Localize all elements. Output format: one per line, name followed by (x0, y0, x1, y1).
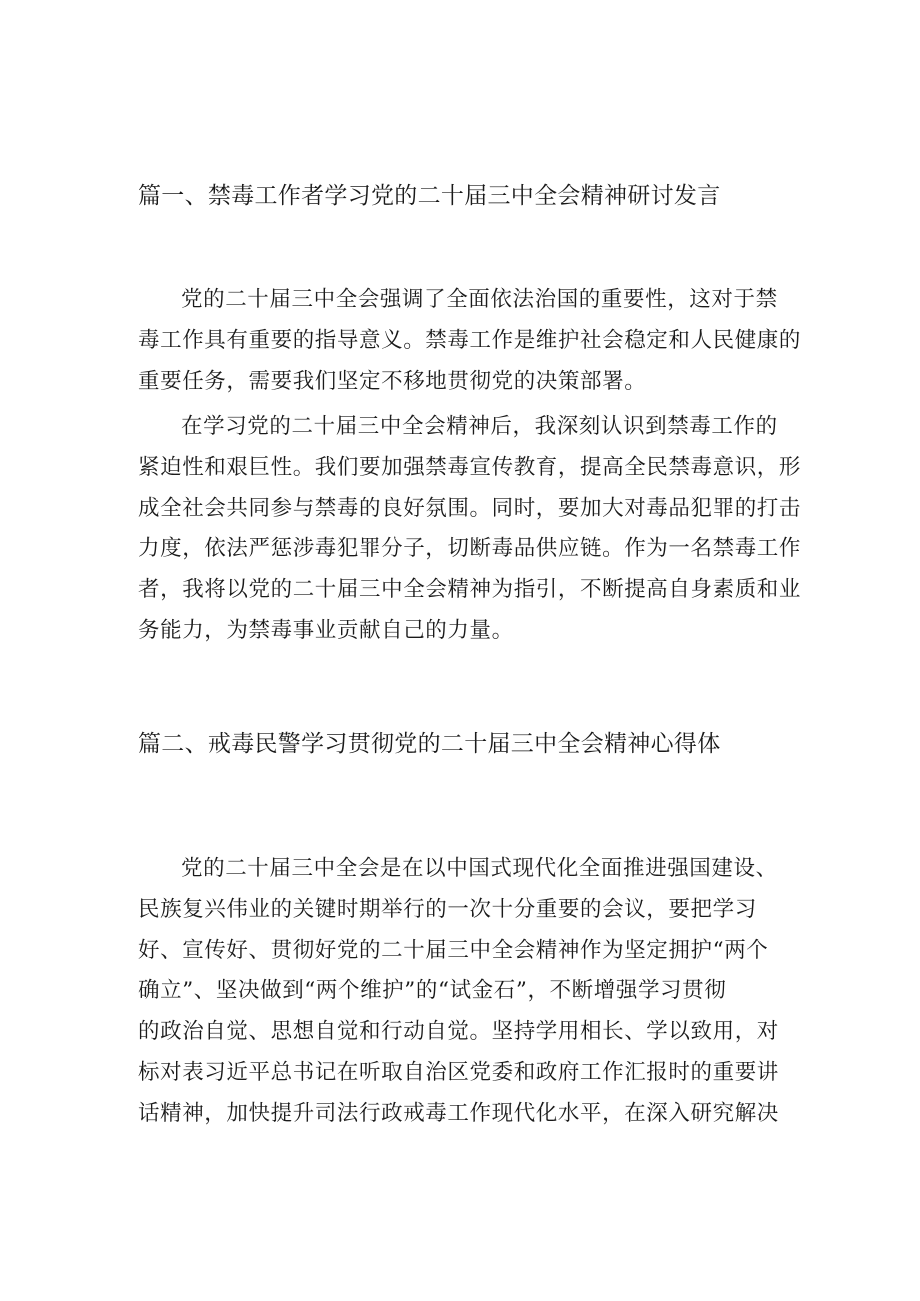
text-line: 成全社会共同参与禁毒的良好氛围。同时，要加大对毒品犯罪的打击 (138, 495, 802, 521)
text-line: 标对表习近平总书记在听取自治区党委和政府工作汇报时的重要讲 (138, 1059, 779, 1085)
section-1-paragraph-2 (138, 407, 802, 652)
text-line: 者，我将以党的二十届三中全会精神为指引，不断提高自身素质和业 (138, 577, 802, 603)
section-1-paragraph-1 (138, 280, 802, 402)
text-line: 确立”、坚决做到“两个维护”的“试金石”，不断增强学习贯彻 (138, 978, 727, 1004)
section-2-heading: 篇二、戒毒民警学习贯彻党的二十届三中全会精神心得体 (138, 731, 721, 757)
section-1-heading: 篇一、禁毒工作者学习党的二十届三中全会精神研讨发言 (138, 183, 721, 209)
text-line: 民族复兴伟业的关键时期举行的一次十分重要的会议，要把学习 (138, 896, 757, 922)
text-line: 话精神，加快提升司法行政戒毒工作现代化水平，在深入研究解决 (138, 1100, 779, 1126)
section-2-paragraph-1 (138, 849, 788, 1135)
text-line: 紧迫性和艰巨性。我们要加强禁毒宣传教育，提高全民禁毒意识，形 (138, 454, 802, 480)
text-line: 力度，依法严惩涉毒犯罪分子，切断毒品供应链。作为一名禁毒工作 (138, 536, 802, 562)
text-line: 务能力，为禁毒事业贡献自己的力量。 (138, 617, 514, 643)
text-line: 好、宣传好、贯彻好党的二十届三中全会精神作为坚定拥护“两个 (138, 937, 769, 963)
text-line: 毒工作具有重要的指导意义。禁毒工作是维护社会稳定和人民健康的 (138, 327, 802, 353)
text-line: 重要任务，需要我们坚定不移地贯彻党的决策部署。 (138, 368, 647, 394)
text-line: 的政治自觉、思想自觉和行动自觉。坚持学用相长、学以致用，对 (138, 1019, 779, 1045)
text-line: 党的二十届三中全会是在以中国式现代化全面推进强国建设、 (181, 856, 778, 881)
text-line: 在学习党的二十届三中全会精神后，我深刻认识到禁毒工作的 (181, 414, 778, 439)
text-line: 党的二十届三中全会强调了全面依法治国的重要性，这对于禁 (181, 287, 778, 312)
